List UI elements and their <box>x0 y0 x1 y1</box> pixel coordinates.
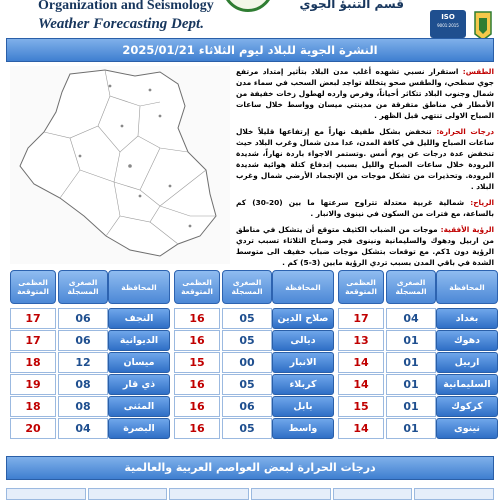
dept-line: Weather Forecasting Dept. <box>38 16 204 32</box>
iraq-map <box>10 66 230 264</box>
iso-label: ISO <box>441 13 455 21</box>
max-temp: 16 <box>174 418 220 439</box>
wind-label: الرياح: <box>470 198 495 207</box>
max-temp: 14 <box>338 418 384 439</box>
city-name: المثنى <box>108 396 170 417</box>
city-name: اربيل <box>436 352 498 373</box>
bulletin-title-banner: النشرة الجوية للبلاد ليوم الثلاثاء 2025/01/21 <box>6 38 494 62</box>
min-temp: 01 <box>386 396 436 417</box>
weather-text: استقرار نسبي تشهده أغلب مدن البلاد بتأثير إمتداد مرتفع جوي سطحي، والطقس صحو يتخللة تواجد لبعض السحب في سماء مدن شمال وجنوب البلاد تتكاثر أحياناً، وفرص وارده لهطول زخات خفيفة من الأمطار في مناطق متفرقة من مدينتي ميسان وواسط خلال ساعات الصباح الاولى تنتهي قبل الظهر . <box>236 67 494 120</box>
max-temp: 16 <box>174 308 220 329</box>
min-temp: 01 <box>386 374 436 395</box>
min-temp: 01 <box>386 418 436 439</box>
min-temp: 05 <box>222 330 272 351</box>
min-temp: 04 <box>386 308 436 329</box>
max-temp: 15 <box>338 396 384 417</box>
temperature-label: درجات الحرارة: <box>436 127 494 136</box>
min-temp: 08 <box>58 374 108 395</box>
header-max: العظمى المتوقعة <box>174 270 220 304</box>
header-max: العظمى المتوقعة <box>338 270 384 304</box>
min-temp: 00 <box>222 352 272 373</box>
max-temp: 16 <box>174 374 220 395</box>
header-city: المحافظة <box>272 270 334 304</box>
header-min: الصغرى المسجلة <box>58 270 108 304</box>
header-max: العظمى المتوقعة <box>10 270 56 304</box>
max-temp: 14 <box>338 352 384 373</box>
header-english <box>38 0 228 34</box>
min-temp: 01 <box>386 330 436 351</box>
city-name: ديالى <box>272 330 334 351</box>
capitals-cell <box>88 488 168 500</box>
max-temp: 14 <box>338 374 384 395</box>
city-name: كركوك <box>436 396 498 417</box>
header-min: الصغرى المسجلة <box>386 270 436 304</box>
temperature-paragraph <box>236 126 494 192</box>
min-temp: 05 <box>222 374 272 395</box>
min-temp: 08 <box>58 396 108 417</box>
city-name: كربلاء <box>272 374 334 395</box>
capitals-temperature-banner: درجات الحرارة لبعض العواصم العربية والعالمية <box>6 456 494 480</box>
city-name: صلاح الدين <box>272 308 334 329</box>
weather-paragraph <box>236 66 494 121</box>
capitals-cell <box>169 488 249 500</box>
capitals-cell <box>333 488 413 500</box>
max-temp: 19 <box>10 374 56 395</box>
min-temp: 06 <box>58 308 108 329</box>
min-temp: 05 <box>222 418 272 439</box>
wind-text: شمالية غربية معتدلة تتراوح سرعتها ما بين (20-30) كم بالساعة، مع فترات من السكون في نينوى والانبار . <box>236 198 494 218</box>
capitals-cell <box>414 488 494 500</box>
max-temp: 18 <box>10 352 56 373</box>
city-name: الديوانية <box>108 330 170 351</box>
capitals-cell <box>251 488 331 500</box>
max-temp: 20 <box>10 418 56 439</box>
forecast-text <box>236 66 494 266</box>
visibility-text: موجات من الضباب الكثيف متوقع أن يتشكل في مناطق من اربيل ودهوك والسليمانية ونينوى فجر وصباح الثلاثاء تسبب تردي الرؤية دون 1كم. مع توقعات بتشكل موجات ضباب خفيف الى متوسط الشدة في باقي المدن بسبب تردي الرؤية مابين (3-5) كم . <box>236 225 494 267</box>
max-temp: 18 <box>10 396 56 417</box>
min-temp: 06 <box>58 330 108 351</box>
capitals-cell <box>6 488 86 500</box>
max-temp: 17 <box>338 308 384 329</box>
max-temp: 13 <box>338 330 384 351</box>
city-name: نينوى <box>436 418 498 439</box>
city-name: السليمانية <box>436 374 498 395</box>
header-arabic-dept: قسم التنبؤ الجوي <box>299 0 404 11</box>
visibility-label: الرؤية الأفقية: <box>440 225 495 234</box>
visibility-paragraph <box>236 224 494 268</box>
city-name: واسط <box>272 418 334 439</box>
wind-paragraph <box>236 197 494 219</box>
max-temp: 16 <box>174 396 220 417</box>
min-temp: 01 <box>386 352 436 373</box>
max-temp: 17 <box>10 308 56 329</box>
header-city: المحافظة <box>108 270 170 304</box>
city-name: النجف <box>108 308 170 329</box>
logo-emblem-icon <box>222 0 274 12</box>
city-name: دهوك <box>436 330 498 351</box>
iso-sub: 9001:2015 <box>437 23 459 28</box>
city-name: البصرة <box>108 418 170 439</box>
org-line: Organization and Seismology <box>38 0 214 13</box>
capitals-strip <box>6 488 494 500</box>
city-name: ذي قار <box>108 374 170 395</box>
city-name: بابل <box>272 396 334 417</box>
max-temp: 15 <box>174 352 220 373</box>
iso-badge <box>430 10 466 38</box>
min-temp: 05 <box>222 308 272 329</box>
max-temp: 17 <box>10 330 56 351</box>
min-temp: 06 <box>222 396 272 417</box>
weather-label: الطقس: <box>462 67 494 76</box>
city-name: بغداد <box>436 308 498 329</box>
min-temp: 04 <box>58 418 108 439</box>
min-temp: 12 <box>58 352 108 373</box>
city-name: الانبار <box>272 352 334 373</box>
temperature-text: تنخفض بشكل طفيف نهاراً مع إرتفاعها قليلاً خلال ساعات الصباح والليل في كافة المدن، عدا مدن شمال وغرب البلاد حيث تنخفض عدة درجات عن يوم أمس .وتستمر الاجواء باردة نهاراً، شديدة البرودة خلال ساعات الصباح والليل بسبب إندفاع كتلة هوائية شديدة البرودة. وتحذيرات من تشكل موجات من الإنجماد الأرضي شمال وغرب البلاد . <box>236 127 494 191</box>
org-mark-icon <box>471 8 495 42</box>
max-temp: 16 <box>174 330 220 351</box>
city-name: ميسان <box>108 352 170 373</box>
header-min: الصغرى المسجلة <box>222 270 272 304</box>
header-city: المحافظة <box>436 270 498 304</box>
